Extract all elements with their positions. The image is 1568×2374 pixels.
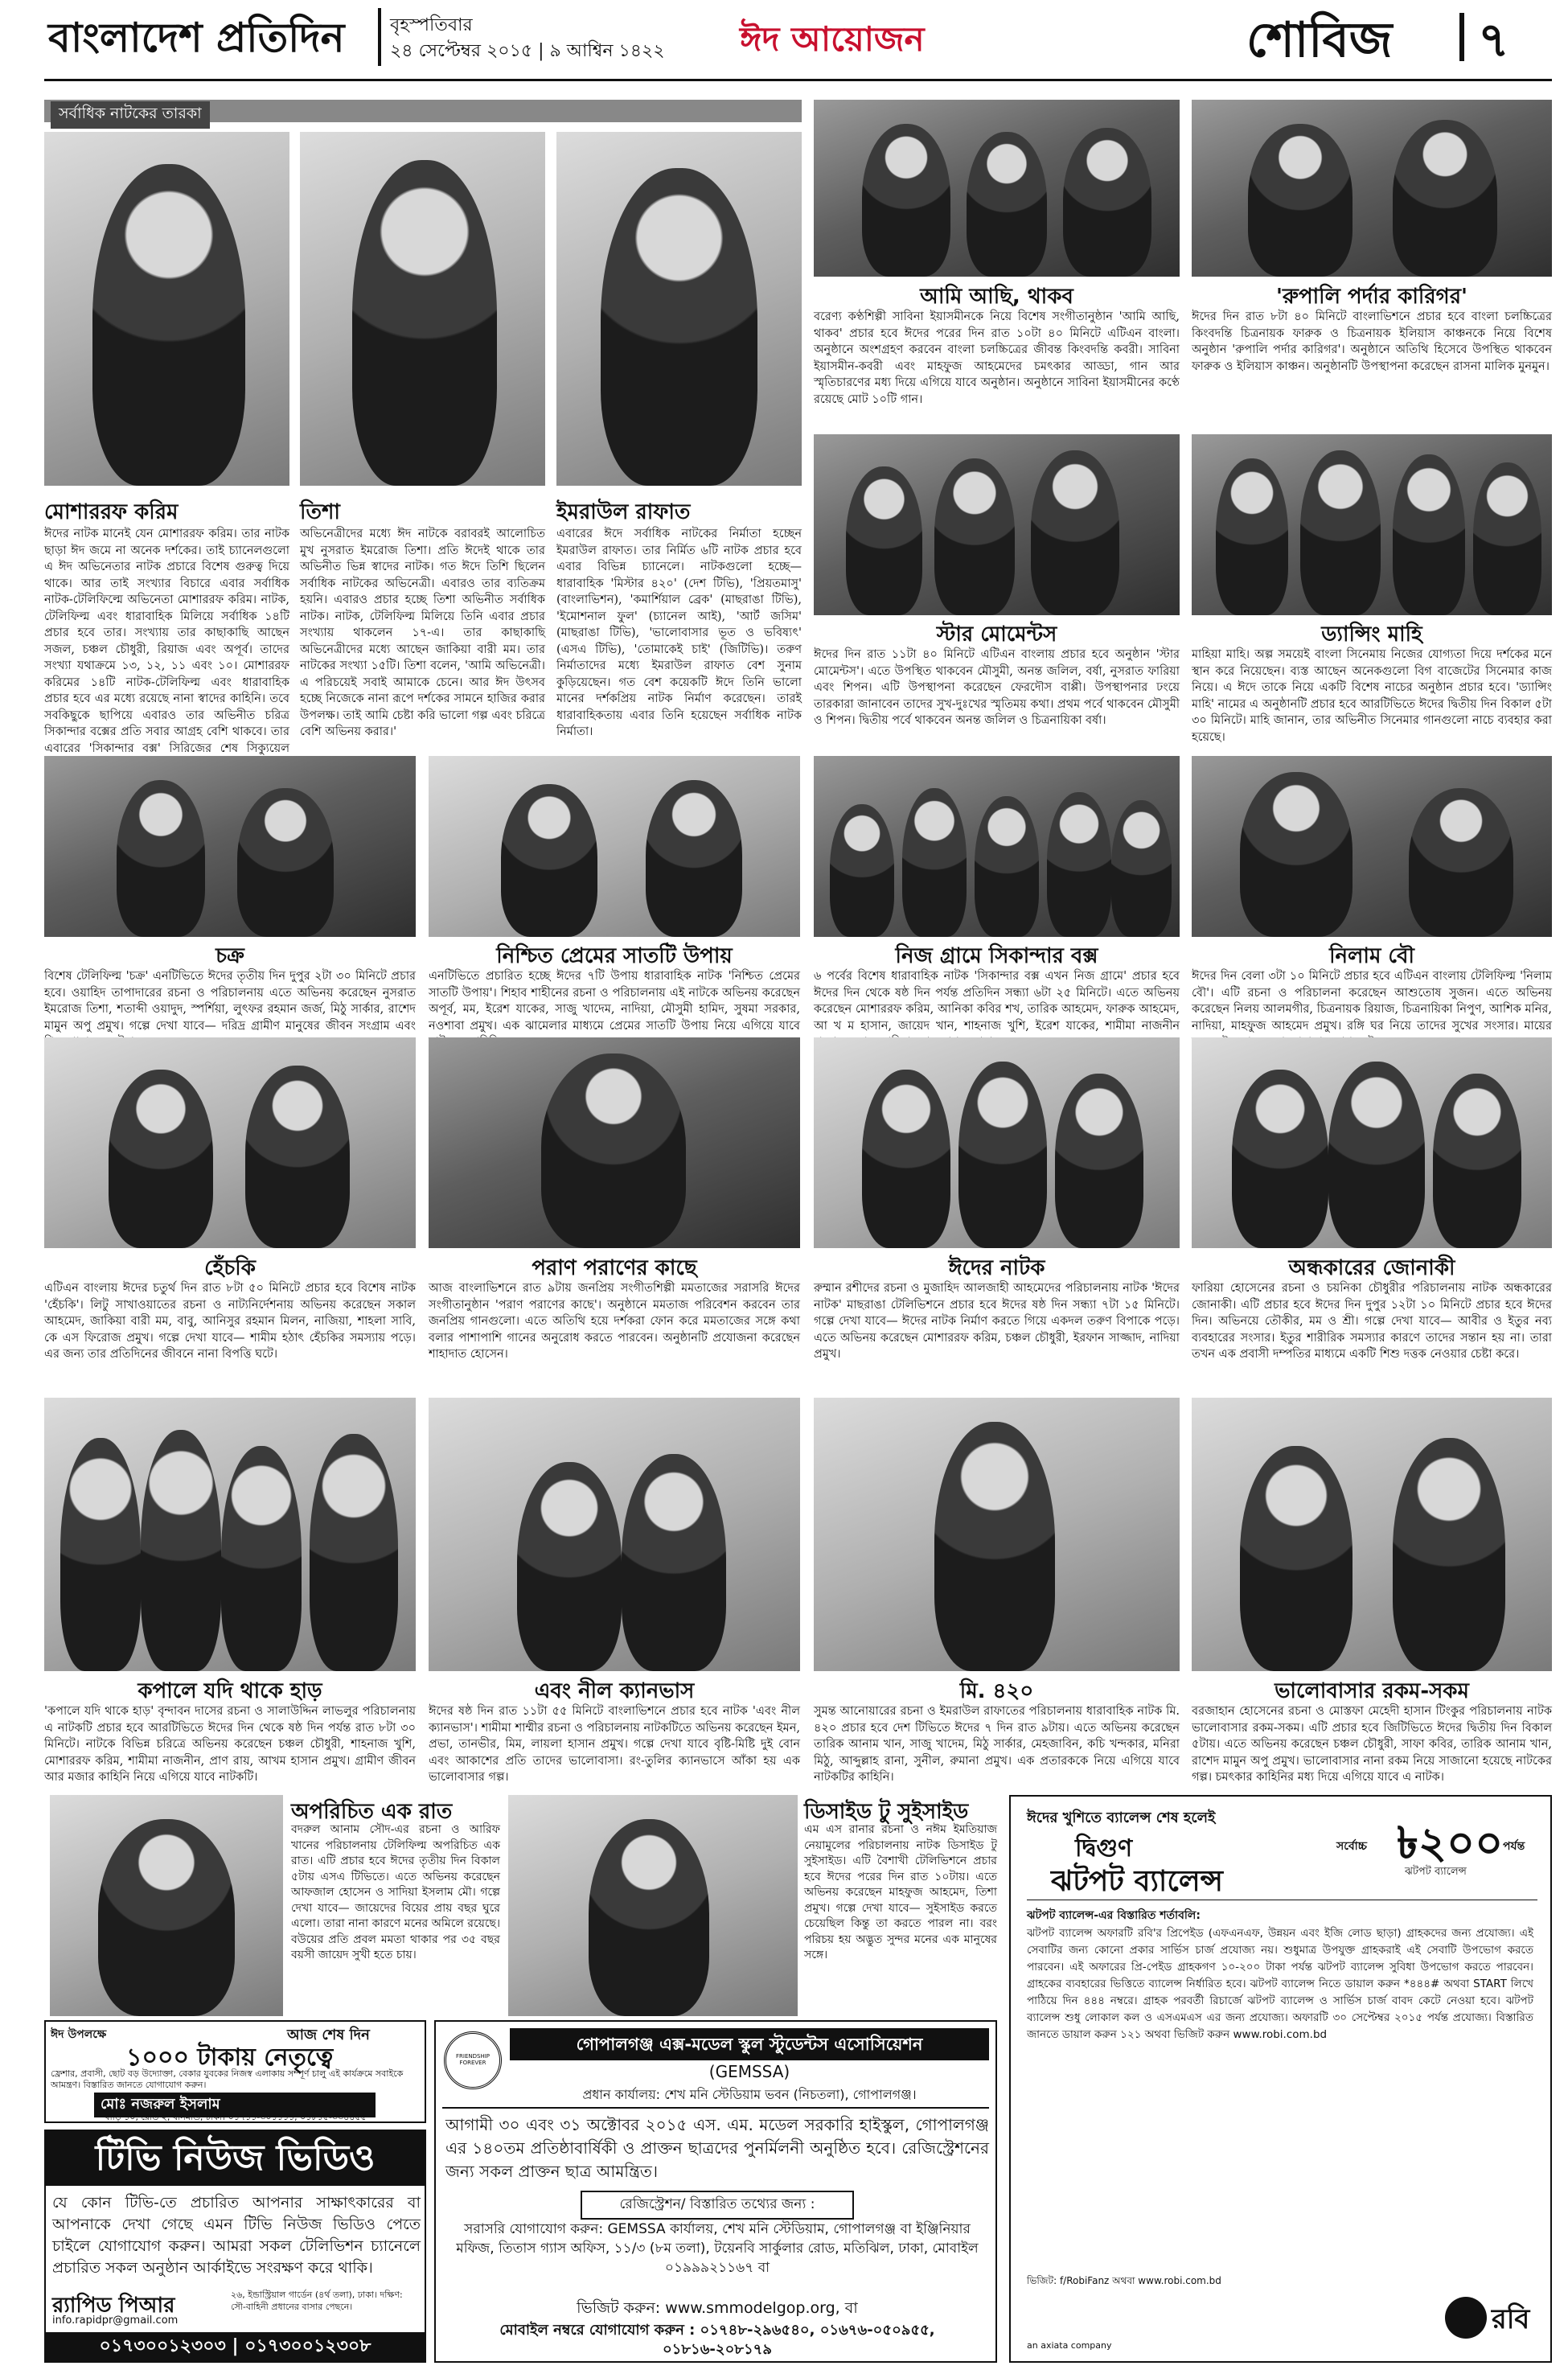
robi-logo	[1445, 2294, 1541, 2355]
ad-service-top: ঈদ উপলক্ষে	[51, 2028, 107, 2041]
title-ondhokar: অন্ধকারের জোনাকী	[1288, 1256, 1455, 1280]
title-chokro: চক্র	[215, 944, 244, 968]
photo-rupali	[1192, 100, 1552, 277]
text-neel-canvas: ঈদের ষষ্ঠ দিন রাত ১১টা ৫৫ মিনিটে বাংলাভিশনে প্রচার হবে নাটক 'এবং নীল ক্যানভাস'। শামীমা শাম্মীর রচনা ও পরিচালনায় নাটকটিতে অভিনয় করেছেন ইমন, প্রভা, তানভীর, মিম, লায়লা হাসান প্রমুখ। গল্পে দেখা যাবে বৃষ্টি-মিষ্টি দুই বোন এবং আকাশের প্রতি তাদের ভালোবাসা। রং-তুলির ক্যানভাসে আঁকা হয় এক ভালোবাসার গল্প।	[429, 1705, 800, 1784]
star-text-tisha: অভিনেত্রীদের মধ্যে ঈদ নাটকে বরাবরই আলোচিত মুখ নুসরাত ইমরোজ তিশা। প্রতি ঈদেই থাকে তার অভিনীত ভিন্ন স্বাদের নাটক। গত ঈদে তিশি ছিলেন সর্বাধিক নাটকের অভিনেত্রী। এবারও তার ব্যতিক্রম হয়নি। এবারও প্রচার হচ্ছে তিশা অভিনীত সর্বাধিক নাটক। নাটক, টেলিফিল্ম মিলিয়ে তিনি এবার প্রচার সংখ্যায় থাকলেন ১৭-এ। তার কাছাকাছি অভিনেত্রীদের মধ্যে আছেন জাকিয়া বারী মম। তার নাটকের সংখ্যা ১৫টি। তিশা বলেন, 'আমি অভিনেত্রী। এ পরিচয়েই সবাই আমাকে চেনে। আর ঈদ উৎসব হচ্ছে নিজেকে নানা রূপে দর্শকের সামনে হাজির করার উপলক্ষ। তাই আমি চেষ্টা করি ভালো গল্প এবং চরিত্রে বেশি অভিনয় করার।'	[300, 528, 545, 738]
section-title: শোবিজ	[1246, 12, 1393, 68]
photo-valobasar	[1192, 1398, 1552, 1671]
robi-footer: ভিজিট: f/RobiFanz অথবা www.robi.com.bd	[1027, 2275, 1221, 2286]
photo-hechki	[44, 1037, 416, 1248]
ad-tv-body: যে কোন টিভি-তে প্রচারিত আপনার সাক্ষাৎকারের বা আপনাকে দেখা গেছে এমন টিভি নিউজ ভিডিও পেতে চাইলে যোগাযোগ করুন। আমরা সকল টেলিভিশন চ্যানেলে প্রচারিত সকল অনুষ্ঠান আর্কাইভে সংরক্ষণ করে থাকি।	[52, 2194, 421, 2277]
text-eider-natok: রুম্মান রশীদের রচনা ও মুজাহিদ আলজাহী আহমেদের পরিচালনায় নাটক 'ঈদের নাটক' মাছরাঙা টেলিভিশনে প্রচার হবে ঈদের ষষ্ঠ দিন সন্ধ্যা ৭টা ১৫ মিনিটে। গল্পে দেখা যাবে— ঈদের নাটক নির্মাণ করতে গিয়ে একদল তরুণ বিপাকে পড়ে। এতে অভিনয় করেছেন মোশাররফ করিম, চঞ্চল চৌধুরী, ইরফান সাজ্জাদ, নাদিয়া প্রমুখ।	[814, 1282, 1180, 1361]
text-valobasar: বরজাহান হোসেনের রচনা ও মোস্তফা মেহেদী হাসান টিংকুর পরিচালনায় নাটক ভালোবাসার রকম-সকম। এটি প্রচার হবে জিটিভিতে ঈদের দ্বিতীয় দিন বিকাল ৫টায়। এতে অভিনয় করেছেন চঞ্চল চৌধুরী, সাফা কবির, তারিক আনাম খান, রাশেদ মামুন অপু প্রমুখ। ভালোবাসার নানা রকম নিয়ে সাজানো হয়েছে নাটকের গল্প। চমৎকার কাহিনির মধ্য দিয়ে এগিয়ে যাবে এ নাটক।	[1192, 1705, 1552, 1784]
text-rupali: ঈদের দিন রাত ৮টা ৪০ মিনিটে বাংলাভিশনে প্রচার হবে বাংলা চলচ্চিত্রের কিংবদন্তি চিত্রনায়ক ফারুক ও চিত্রনায়ক ইলিয়াস কাঞ্চনকে নিয়ে বিশেষ অনুষ্ঠান 'রুপালি পর্দার কারিগর'। অনুষ্ঠানে অতিথি হিসেবে উপস্থিত থাকবেন ফারুক ও ইলিয়াস কাঞ্চন। অনুষ্ঠানটি উপস্থাপনা করেছেন রাসনা মালিক মুনমুন।	[1192, 310, 1552, 373]
photo-dancing-mahi	[1192, 434, 1552, 615]
star-name-rafat: ইমরাউল রাফাত	[556, 500, 691, 524]
robi-max-sub: ঝটপট ব্যালেন্স	[1405, 1866, 1467, 1878]
masthead-divider-right	[1459, 13, 1464, 61]
photo-eider-natok	[814, 1037, 1180, 1248]
text-decide: এম এস রানার রচনা ও নঈম ইমতিয়াজ নেয়ামুলের পরিচালনায় নাটক ডিসাইড টু সুইসাইড। এটি বৈশাখী টেলিভিশনে প্রচার হবে ঈদের পরের দিন রাত ১০টায়। এতে অভিনয় করেছেন মাহফুজ আহমেদ, তিশা প্রমুখ। গল্পে দেখা যাবে— সুইসাইড করতে চেয়েছিল কিন্তু তা করতে পারল না। বরং পরিচয় হয় অদ্ভুত সুন্দর মনের এক মানুষের সঙ্গে।	[804, 1823, 997, 1961]
title-eider-natok: ঈদের নাটক	[948, 1256, 1045, 1280]
ad-tv-address: ২৬, ইন্ডাস্ট্রিয়াল গার্ডেন (৪র্থ তলা), ঢাকা। দক্ষিণ: সৌ-বাহিনী প্রধানের বাসার পেছনে।	[231, 2290, 403, 2312]
text-poran: আজ বাংলাভিশনে রাত ৯টায় জনপ্রিয় সংগীতশিল্পী মমতাজের সরাসরি ঈদের সংগীতানুষ্ঠান 'পরাণ পরাণের কাছে'। অনুষ্ঠানে মমতাজ পরিবেশন করবেন তার জনপ্রিয় গানগুলো। এতে অতিথি হয়ে দর্শকরা ফোন করে মমতাজের সঙ্গে কথা বলার পাশাপাশি গানের অনুরোধ করতে পারবেন। অনুষ্ঠানটি প্রযোজনা করেছেন শাহাদাত হোসেন।	[429, 1282, 800, 1361]
robi-terms-title: ঝটপট ব্যালেন্স-এর বিস্তারিত শর্তাবলি:	[1027, 1909, 1201, 1922]
photo-mr-420	[814, 1398, 1180, 1671]
text-nilam-bou: ঈদের দিন বেলা ৩টা ১০ মিনিটে প্রচার হবে এটিএন বাংলায় টেলিফিল্ম 'নিলাম বৌ'। এটি রচনা ও পরিচালনা করেছেন আশুতোষ সুজন। এতে অভিনয় করেছেন নিলয় আলমগীর, চিত্রনায়ক রিয়াজ, চিত্রনায়িকা নিপুণ, আশিক মনির, নাদিয়া, মাহফুজ আহমেদ প্রমুখ। রঙ্গি ঘর নিয়ে তাদের সুখের সংসার। মায়ের	[1192, 970, 1552, 1033]
title-ami-achi: আমি আছি, থাকব	[920, 285, 1073, 309]
photo-nilam-bou	[1192, 756, 1552, 937]
title-mr-420: মি. ৪২০	[959, 1679, 1034, 1703]
text-kopale: 'কপালে যদি থাকে হাড়' বৃন্দাবন দাসের রচনা ও সালাউদ্দিন লাভলুর পরিচালনায় এ নাটকটি প্রচার হবে আরটিভিতে ঈদের দিন থেকে ষষ্ঠ দিন পর্যন্ত রাত ৮টা ৩০ মিনিটে। নাটকে বিভিন্ন চরিত্রে অভিনয় করেছেন চঞ্চল চৌধুরী, শাহনাজ খুশি, মোশাররফ করিম, শামীমা নাজনীন, প্রাণ রায়, আখম হাসান প্রমুখ। গ্রামীণ জীবন আর মজার কাহিনি নিয়ে এগিয়ে যাবে নাটকটি।	[44, 1705, 416, 1784]
ad-service-phone: বাড়ি ১০, রোড ২, ধানমন্ডি, ঢাকা। ০১৭১১-৩০১১১১, ০১৮১৫-৩৩৪৪৫৫	[105, 2112, 367, 2122]
gemssa-title: গোপালগঞ্জ এক্স-মডেল স্কুল স্টুডেন্টস এসোসিয়েশন	[510, 2028, 989, 2060]
text-star-moments: ঈদের দিন রাত ১১টা ৪০ মিনিটে এটিএন বাংলায় প্রচার হবে অনুষ্ঠান 'স্টার মোমেন্টস'। এতে উপস্থিত থাকবেন মৌসুমী, অনন্ত জলিল, বর্ষা, নুসরাত ফারিয়া এবং শিপন। এটি উপস্থাপনা করেছেন ফেরদৌস বাপ্পী। উপস্থাপনার ঢংয়ে তারকারা জানাবেন তাদের সুখ-দুঃখের স্মৃতিময় কথা। প্রথম পর্বে থাকবেন মৌসুমী ও শিপন। দ্বিতীয় পর্বে থাকবেন অনন্ত জলিল ও চিত্রনায়িকা বর্ষা।	[814, 648, 1180, 727]
ad-service-lastday: আজ শেষ দিন	[287, 2027, 370, 2043]
title-rupali: 'রুপালি পর্দার কারিগর'	[1276, 285, 1467, 309]
ad-tv-title: টিভি নিউজ ভিডিও	[46, 2131, 425, 2186]
text-ami-achi: বরেণ্য কণ্ঠশিল্পী সাবিনা ইয়াসমীনকে নিয়ে বিশেষ সংগীতানুষ্ঠান 'আমি আছি, থাকব' প্রচার হবে ঈদের পরের দিন রাত ১০টা ৪০ মিনিটে এটিএন বাংলা। অনুষ্ঠানে অংশগ্রহণ করবেন বাংলা চলচ্চিত্রের জীবন্ত কিংবদন্তি কবরী। সাবিনা ইয়াসমীন-কবরী এবং মাহফুজ আহমেদের চমৎকার আড্ডা, গান আর স্মৃতিচারণের মধ্য দিয়ে এগিয়ে যাবে অনুষ্ঠান। অনুষ্ঠানে সাবিনা ইয়াসমীনের কণ্ঠে রয়েছে মোট ১০টি গান।	[814, 310, 1180, 406]
robi-top: ঈদের খুশিতে ব্যালেন্স শেষ হলেই	[1027, 1809, 1216, 1826]
photo-chokro	[44, 756, 416, 937]
text-chokro: বিশেষ টেলিফিল্ম 'চক্র' এনটিভিতে ঈদের তৃতীয় দিন দুপুর ২টা ৩০ মিনিটে প্রচার হবে। ওয়াহিদ তাপাদারের রচনা ও পরিচালনায় এতে অভিনয় করেছেন নুসরাত ইমরোজ তিশা, শতাব্দী ওয়াদুদ, স্পর্শিয়া, লুৎফর রহমান জর্জ, মিঠু সার্কার, রাশেদ মামুন অপু প্রমুখ। গল্পে দেখা যাবে— দরিদ্র গ্রামীণ মানুষের জীবন সংগ্রাম এবং	[44, 970, 416, 1033]
star-name-mosharraf: মোশাররফ করিম	[44, 500, 179, 524]
photo-kopale	[44, 1398, 416, 1671]
stars-section	[44, 95, 802, 762]
title-nishchit: নিশ্চিত প্রেমের সাতটি উপায়	[496, 944, 733, 968]
photo-ondhokar	[1192, 1037, 1552, 1248]
robi-max-suffix: পর্যন্ত	[1503, 1840, 1525, 1853]
robi-max-amount: ৳২০০	[1397, 1817, 1504, 1868]
robi-headline1: দ্বিগুণ	[1075, 1834, 1133, 1863]
masthead	[0, 0, 1568, 97]
ad-tv-email: info.rapidpr@gmail.com	[52, 2314, 179, 2327]
title-dancing-mahi: ড্যান্সিং মাহি	[1321, 622, 1422, 647]
title-neel-canvas: এবং নীল ক্যানভাস	[534, 1679, 695, 1703]
masthead-underline	[44, 79, 1552, 81]
robi-brand: রবি	[1492, 2303, 1530, 2335]
star-photo-mosharraf	[44, 132, 289, 486]
ad-service	[44, 2020, 426, 2123]
ad-robi	[1009, 1795, 1552, 2363]
text-nishchit: এনটিভিতে প্রচারিত হচ্ছে ঈদের ৭টি উপায় ধারাবাহিক নাটক 'নিশ্চিত প্রেমের সাতটি উপায়'। শিহাব শাহীনের রচনা ও পরিচালনায় এই নাটকে অভিনয় করেছেন অপূর্ব, মম, ইরেশ যাকের, সাজু খাদেম, নাদিয়া, মৌসুমী হামিদ, সুষমা সরকার, নওশাবা প্রমুখ। এক ঝামেলার মাধ্যমে প্রেমের সাতটি উপায় নিয়ে এগিয়ে যাবে	[429, 970, 800, 1033]
robi-max-label: সর্বোচ্চ	[1336, 1840, 1367, 1853]
robi-company: an axiata company	[1027, 2340, 1112, 2351]
ad-tv-news	[44, 2130, 426, 2363]
text-sikandar: ৬ পর্বের বিশেষ ধারাবাহিক নাটক 'সিকান্দার বক্স এখন নিজ গ্রামে' প্রচার হবে ঈদের দিন থেকে ষষ্ঠ দিন পর্যন্ত প্রতিদিন সন্ধ্যা ৬টা ২৫ মিনিটে। এতে অভিনয় করেছেন মোশাররফ করিম, আনিকা কবির শখ, তারিক আহমেদ, ফারুক আহমেদ, আ খ ম হাসান, জায়েদ খান, শাহনাজ খুশি, ইরেশ যাকের, শামীমা নাজনীন	[814, 970, 1180, 1033]
title-star-moments: স্টার মোমেন্টস	[936, 622, 1057, 647]
star-name-tisha: তিশা	[300, 500, 340, 524]
star-photo-tisha	[300, 132, 545, 486]
gemssa-seal-text: FRIENDSHIP FOREVER	[456, 2053, 490, 2066]
ad-service-body: ফ্রেশার, প্রবাসী, ছোট বড় উদ্যোক্তা, বেকার যুবকের নিজস্ব এলাকায় সম্পূর্ণ চালু এই কার্যক্রমে সবাইকে আমন্ত্রণ। বিস্তারিত জানতে যোগাযোগ করুন।	[51, 2068, 404, 2090]
gemssa-web: ভিজিট করুন: www.smmodelgop.org, বা	[577, 2299, 858, 2317]
photo-decide	[508, 1795, 798, 2016]
photo-neel-canvas	[429, 1398, 800, 1671]
robi-logo-mark	[1445, 2297, 1487, 2339]
photo-poran	[429, 1037, 800, 1248]
photo-star-moments	[814, 434, 1180, 615]
ad-gemssa	[434, 2020, 997, 2363]
text-oporichito: বদরুল আনাম সৌদ-এর রচনা ও আরিফ খানের পরিচালনায় টেলিফিল্ম অপরিচিত এক রাত। এটি প্রচার হবে ঈদের তৃতীয় দিন বিকাল ৫টায় এসএ টিভিতে। এতে অভিনয় করেছেন আফজাল হোসেন ও সাদিয়া ইসলাম মৌ। গল্পে দেখা যাবে— জায়েদের বিয়ের প্রায় বছর ঘুরে এলো। তারা নানা কারণে মনের অমিলে রয়েছে। বউয়ের প্রতি প্রবল মমতা থাকার পর ৩৫ বছর বয়সী জায়েদ সুখী হতে চায়।	[291, 1823, 500, 1961]
gemssa-reg-label: রেজিস্ট্রেশন/ বিস্তারিত তথ্যের জন্য :	[581, 2191, 854, 2220]
robi-terms: ঝটপট ব্যালেন্স অফারটি রবি'র প্রিপেইড (এফএনএফ, উন্নয়ন এবং ইজি লোড ছাড়া) গ্রাহকদের জন্য প্রযোজ্য। এই সেবাটির জন্য কোনো প্রকার সার্ভিস চার্জ প্রযোজ্য নয়। শুধুমাত্র উপযুক্ত গ্রাহকরাই এই সেবাটি উপভোগ করতে পারবেন। এই অফারের প্রি-পেইড গ্রাহকগণ ১০-২০০ টাকা পর্যন্ত ঝটপট ব্যালেন্স সুবিধা উপভোগ করতে পারবেন। গ্রাহকের ব্যবহারের ভিত্তিতে ব্যালেন্স নির্ধারিত হবে। ঝটপট ব্যালেন্স নিতে ডায়াল করুন *৪৪৪# অথবা START লিখে পাঠিয়ে দিন ৪৪৪ নম্বরে। গ্রাহক পরবর্তী রিচার্জে ঝটপট ব্যালেন্স ও সার্ভিস চার্জ বাবদ কেটে নেওয়া হবে। ঝটপট ব্যালেন্স শুধু লোকাল কল ও এসএমএস এর জন্য প্রযোজ্য। অফারটি ৩০ সেপ্টেম্বর ২০১৫ পর্যন্ত প্রযোজ্য। বিস্তারিত জানতে ডায়াল করুন ১২১ অথবা ভিজিট করুন www.robi.com.bd	[1027, 1927, 1533, 2041]
ad-tv-phones: ০১৭৩০০১২৩০৩ | ০১৭৩০০১২৩০৮	[46, 2332, 425, 2361]
gemssa-notice: আগামী ৩০ এবং ৩১ অক্টোবর ২০১৫ এস. এম. মডেল সরকারি হাইস্কুল, গোপালগঞ্জ এর ১৪০তম প্রতিষ্ঠাবার্ষিকী ও প্রাক্তন ছাত্রদের পুনর্মিলনী অনুষ্ঠিত হবে। রেজিস্ট্রেশনের জন্য সকল প্রাক্তন ছাত্র আমন্ত্রিত।	[445, 2115, 989, 2181]
paper-name: বাংলাদেশ প্রতিদিন	[48, 14, 345, 61]
photo-ami-achi	[814, 100, 1180, 277]
photo-nishchit	[429, 756, 800, 937]
gemssa-mobile: মোবাইল নম্বরে যোগাযোগ করুন : ০১৭৪৮-২৯৬৫৪০, ০১৬৭৬-০৫০৯৫৫, ০১৮১৬-২০৮১৭৯	[499, 2322, 935, 2358]
stars-label: সর্বাধিক নাটকের তারকা	[51, 101, 210, 129]
text-hechki: এটিএন বাংলায় ঈদের চতুর্থ দিন রাত ৮টা ৫০ মিনিটে প্রচার হবে বিশেষ নাটক 'হেঁচকি'। লিটু সাখাওয়াতের রচনা ও নাট্যনির্দেশনায় অভিনয় করেছেন সকাল আহমেদ, জাকিয়া বারী মম, বাবু, আনিসুর রহমান মিলন, নাজিয়া, শাহলা সাবি, কে এস ফিরোজ প্রমুখ। গল্পে দেখা যাবে— শামীম হঠাৎ হেঁচকির সমস্যায় পড়ে। এর জন্য তার প্রতিদিনের জীবনে নানা বিপত্তি ঘটে।	[44, 1282, 416, 1361]
title-nilam-bou: নিলাম বৌ	[1329, 944, 1414, 968]
gemssa-contact: সরাসরি যোগাযোগ করুন: GEMSSA কার্যালয়, শেখ মনি স্টেডিয়াম, গোপালগঞ্জ বা ইঞ্জিনিয়ার মফিজ, তিতাস গ্যাস অফিস, ১১/৩ (৮ম তলা), টয়েনবি সার্কুলার রোড, মতিঝিল, ঢাকা, মোবাইল ০১৯৯৯২১১৬৭ বা	[456, 2221, 979, 2276]
gemssa-seal	[444, 2031, 502, 2089]
masthead-day: বৃহস্পতিবার	[390, 15, 473, 35]
title-valobasar: ভালোবাসার রকম-সকম	[1275, 1679, 1469, 1703]
star-text-rafat: এবারের ঈদে সর্বাধিক নাটকের নির্মাতা হচ্ছেন ইমরাউল রাফাত। তার নির্মিত ৬টি নাটক প্রচার হবে এবার বিভিন্ন চ্যানেলে। নাটকগুলো হচ্ছে— ধারাবাহিক 'মিস্টার ৪২০' (দেশ টিভি), 'প্রিয়তমাসু' (বাংলাভিশন), 'কমার্শিয়াল ব্রেক' (মাছরাঙা টিভি), 'ইমোশনাল ফুল' (চ্যানেল আই), 'আর্ট জসিম' (মাছরাঙা টিভি), 'ভালোবাসার ভূত ও ভবিষ্যৎ' (এসএ টিভি), 'তোমাকেই চাই' (জিটিভি)। তরুণ নির্মাতাদের মধ্যে ইমরাউল রাফাত বেশ সুনাম কুড়িয়েছেন। গত বেশ কয়েকটি ঈদে তিনি ভালো মানের দর্শকপ্রিয় নাটক নির্মাণ করেছেন। তারই ধারাবাহিকতায় এবার তিনি হয়েছেন সর্বাধিক নাটক নির্মাতা।	[556, 528, 802, 738]
star-photo-rafat	[556, 132, 802, 486]
text-ondhokar: ফারিয়া হোসেনের রচনা ও চয়নিকা চৌধুরীর পরিচালনায় নাটক অন্ধকারের জোনাকী। এটি প্রচার হবে ঈদের দিন দুপুর ১২টা ১০ মিনিটে প্রচার হবে ঈদের দিন। অভিনয়ে তৌকীর, মম ও শ্রী। গল্পে দেখা যাবে— আবীর ও ইতুর নব্য ব্যবহারের সংসার। ইতুর শারীরিক সমস্যার কারণে তাদের সন্তান হয় না। তারা তখন এক প্রবাসী দম্পতির মাধ্যমে একটি শিশু দত্তক নেওয়ার চেষ্টা করে।	[1192, 1282, 1552, 1361]
title-hechki: হেঁচকি	[204, 1256, 256, 1280]
ad-service-name: মোঃ নজরুল ইসলাম	[94, 2093, 376, 2117]
masthead-divider-left	[378, 8, 381, 66]
title-decide: ডিসাইড টু সুইসাইড	[804, 1800, 969, 1824]
title-sikandar: নিজ গ্রামে সিকান্দার বক্স	[895, 944, 1098, 968]
gemssa-divider	[442, 2107, 989, 2109]
title-kopale: কপালে যদি থাকে হাড়	[138, 1679, 322, 1703]
title-oporichito: অপরিচিত এক রাত	[291, 1800, 453, 1824]
ad-tv-brand: র‍্যাপিড পিআর	[52, 2294, 175, 2318]
title-poran: পরাণ পরাণের কাছে	[532, 1256, 697, 1280]
robi-headline2: ঝটপট ব্যালেন্স	[1051, 1865, 1223, 1898]
masthead-date: ২৪ সেপ্টেম্বর ২০১৫ | ৯ আশ্বিন ১৪২২	[390, 41, 665, 61]
supplement-title: ঈদ আয়োজন	[740, 19, 925, 59]
photo-oporichito	[50, 1795, 283, 2016]
text-mr-420: সুমন্ত আনোয়ারের রচনা ও ইমরাউল রাফাতের পরিচালনায় ধারাবাহিক নাটক মি. ৪২০ প্রচার হবে দেশ টিভিতে ঈদের ৭ দিন রাত ৯টায়। এতে অভিনয় করেছেন তারিক আনাম খান, সাজু খাদেম, মিঠু সার্কার, মেহজাবিন, কচি খন্দকার, মনিরা মিঠু, আব্দুল্লাহ রানা, সুনীল, রুমানা প্রমুখ। এক প্রতারককে নিয়ে এগিয়ে যাবে নাটকটির কাহিনি।	[814, 1705, 1180, 1784]
text-dancing-mahi: মাহিয়া মাহি। অল্প সময়েই বাংলা সিনেমায় নিজের যোগ্যতা দিয়ে দর্শকের মনে স্থান করে নিয়েছেন। ব্যস্ত আছেন অনেকগুলো বিগ বাজেটের সিনেমার কাজ নিয়ে। এ ঈদে তাকে নিয়ে একটি বিশেষ নাচের অনুষ্ঠান প্রচার হবে। 'ড্যান্সিং মাহি' নামের এ অনুষ্ঠানটি প্রচার হবে আরটিভিতে ঈদের দ্বিতীয় দিন বিকাল ৫টা ৩০ মিনিটে। মাহি জানান, তার অভিনীত সিনেমার গানগুলো নাচে ব্যবহার করা হয়েছে।	[1192, 648, 1552, 744]
ad-service-amount: ১০০০ টাকায় নেতৃত্বে	[126, 2043, 334, 2072]
gemssa-office: প্রধান কার্যালয়: শেখ মনি স্টেডিয়াম ভবন (নিচতলা), গোপালগঞ্জ।	[582, 2087, 917, 2102]
photo-sikandar	[814, 756, 1180, 937]
star-text-mosharraf: ঈদের নাটক মানেই যেন মোশাররফ করিম। তার নাটক ছাড়া ঈদ জমে না অনেক দর্শকের। তাই চ্যানেলগুলো এ ঈদ অভিনেতার নাটক প্রচারে বিশেষ গুরুত্ব দিয়ে থাকে। আর তাই সংখ্যার বিচারে এবার সর্বাধিক নাটক-টেলিফিল্মে অভিনেতা মোশাররফ করিম। নাটক, টেলিফিল্ম এবং ধারাবাহিক মিলিয়ে সর্বাধিক ১৪টি প্রচার হবে তার। সংখ্যায় তার কাছাকাছি আছেন সজল, চঞ্চল চৌধুরী, রিয়াজ এবং অপূর্ব। তাদের সংখ্যা যথাক্রমে ১৩, ১২, ১১ এবং ১০। মোশাররফ করিমের ১৪টি নাটক-টেলিফিল্ম এবং ধারাবাহিক প্রচার হবে এর মধ্যে রয়েছে নানা স্বাদের কাহিনি। তবে সবকিছুকে ছাপিয়ে এবারও তার অভিনীত চরিত্র সিকান্দার বক্সের প্রতি সবার আগ্রহ বেশি থাকবে। তার এবারের 'সিকান্দার বক্স' সিরিজের শেষ সিক্যুয়েল	[44, 528, 289, 755]
gemssa-abbr: (GEMSSA)	[708, 2062, 790, 2081]
page-number: ৭	[1478, 12, 1510, 68]
